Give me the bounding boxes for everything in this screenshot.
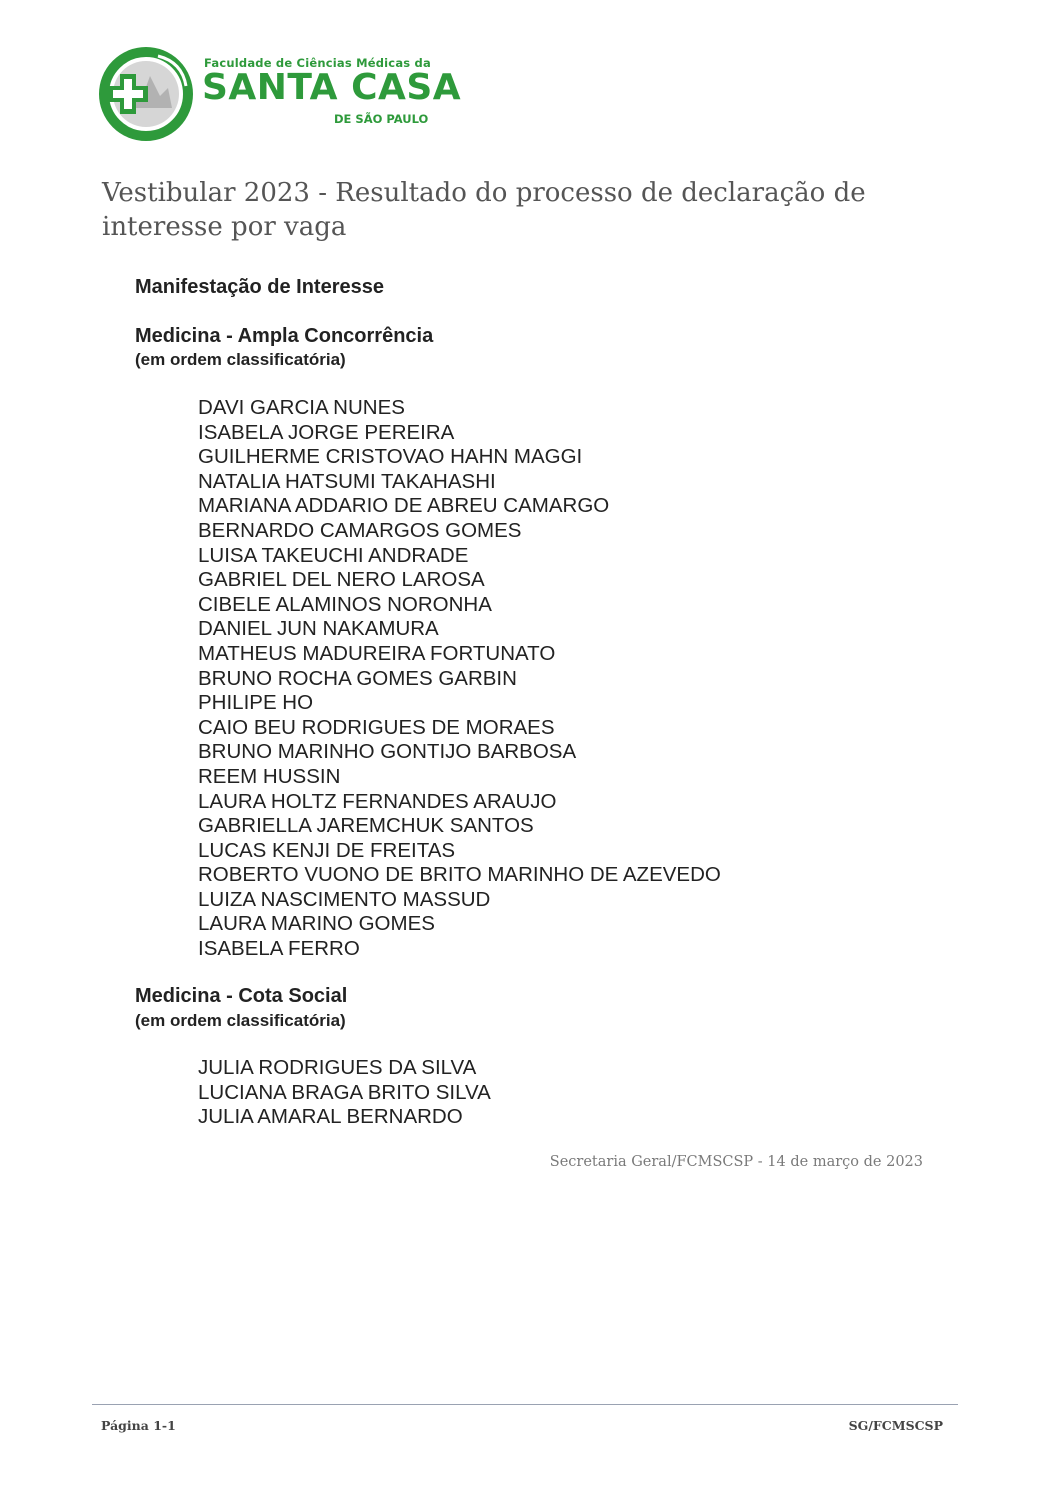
list-item: LUCAS KENJI DE FREITAS (198, 838, 456, 862)
intro-heading: Manifestação de Interesse (135, 276, 384, 298)
list-item: LAURA MARINO GOMES (198, 912, 435, 936)
list-item: GABRIEL DEL NERO LAROSA (198, 568, 485, 592)
list-item: REEM HUSSIN (198, 764, 341, 788)
name-list-ampla (198, 396, 721, 962)
list-item: GUILHERME CRISTOVAO HAHN MAGGI (198, 445, 583, 469)
list-item: LUIZA NASCIMENTO MASSUD (198, 887, 491, 911)
list-item: DAVI GARCIA NUNES (198, 396, 405, 419)
logo-wordmark (202, 52, 462, 136)
logo-line-faculdade: Faculdade de Ciências Médicas da (204, 56, 431, 70)
list-item: NATALIA HATSUMI TAKAHASHI (198, 469, 496, 493)
logo-line-santa-casa: SANTA CASA (202, 67, 462, 108)
list-item: ROBERTO VUONO DE BRITO MARINHO DE AZEVEDO (198, 863, 721, 887)
footer-organization: SG/FCMSCSP (848, 1418, 943, 1433)
list-item: LAURA HOLTZ FERNANDES ARAUJO (198, 789, 557, 813)
list-item: JULIA AMARAL BERNARDO (198, 1105, 463, 1129)
list-item: MATHEUS MADUREIRA FORTUNATO (198, 641, 556, 665)
section-subheading-cota-social: (em ordem classificatória) (135, 1011, 346, 1030)
list-item: MARIANA ADDARIO DE ABREU CAMARGO (198, 494, 610, 518)
footer-divider (92, 1404, 958, 1405)
logo-line-sao-paulo: DE SÃO PAULO (334, 112, 429, 126)
document-title: Vestibular 2023 - Resultado do processo de declaração de interesse por vaga (102, 178, 866, 242)
institution-logo (98, 46, 462, 142)
list-item: ISABELA FERRO (198, 937, 360, 961)
list-item: ISABELA JORGE PEREIRA (198, 420, 455, 444)
footer-page-number: Página 1-1 (101, 1418, 176, 1433)
list-item: GABRIELLA JAREMCHUK SANTOS (198, 814, 534, 838)
name-list-cota-social (198, 1056, 491, 1130)
signature-line: Secretaria Geral/FCMSCSP - 14 de março de 2023 (549, 1154, 923, 1170)
list-item: LUISA TAKEUCHI ANDRADE (198, 543, 469, 567)
list-item: BRUNO MARINHO GONTIJO BARBOSA (198, 740, 577, 764)
section-subheading-ampla: (em ordem classificatória) (135, 350, 346, 369)
santa-casa-cross-icon (98, 46, 194, 142)
list-item: JULIA RODRIGUES DA SILVA (198, 1056, 477, 1079)
section-heading-ampla: Medicina - Ampla Concorrência (135, 325, 434, 347)
list-item: BRUNO ROCHA GOMES GARBIN (198, 666, 517, 690)
list-item: CIBELE ALAMINOS NORONHA (198, 592, 492, 616)
list-item: CAIO BEU RODRIGUES DE MORAES (198, 715, 555, 739)
section-heading-cota-social: Medicina - Cota Social (135, 985, 348, 1007)
list-item: DANIEL JUN NAKAMURA (198, 617, 439, 641)
list-item: BERNARDO CAMARGOS GOMES (198, 518, 522, 542)
list-item: PHILIPE HO (198, 691, 314, 715)
list-item: LUCIANA BRAGA BRITO SILVA (198, 1080, 491, 1104)
